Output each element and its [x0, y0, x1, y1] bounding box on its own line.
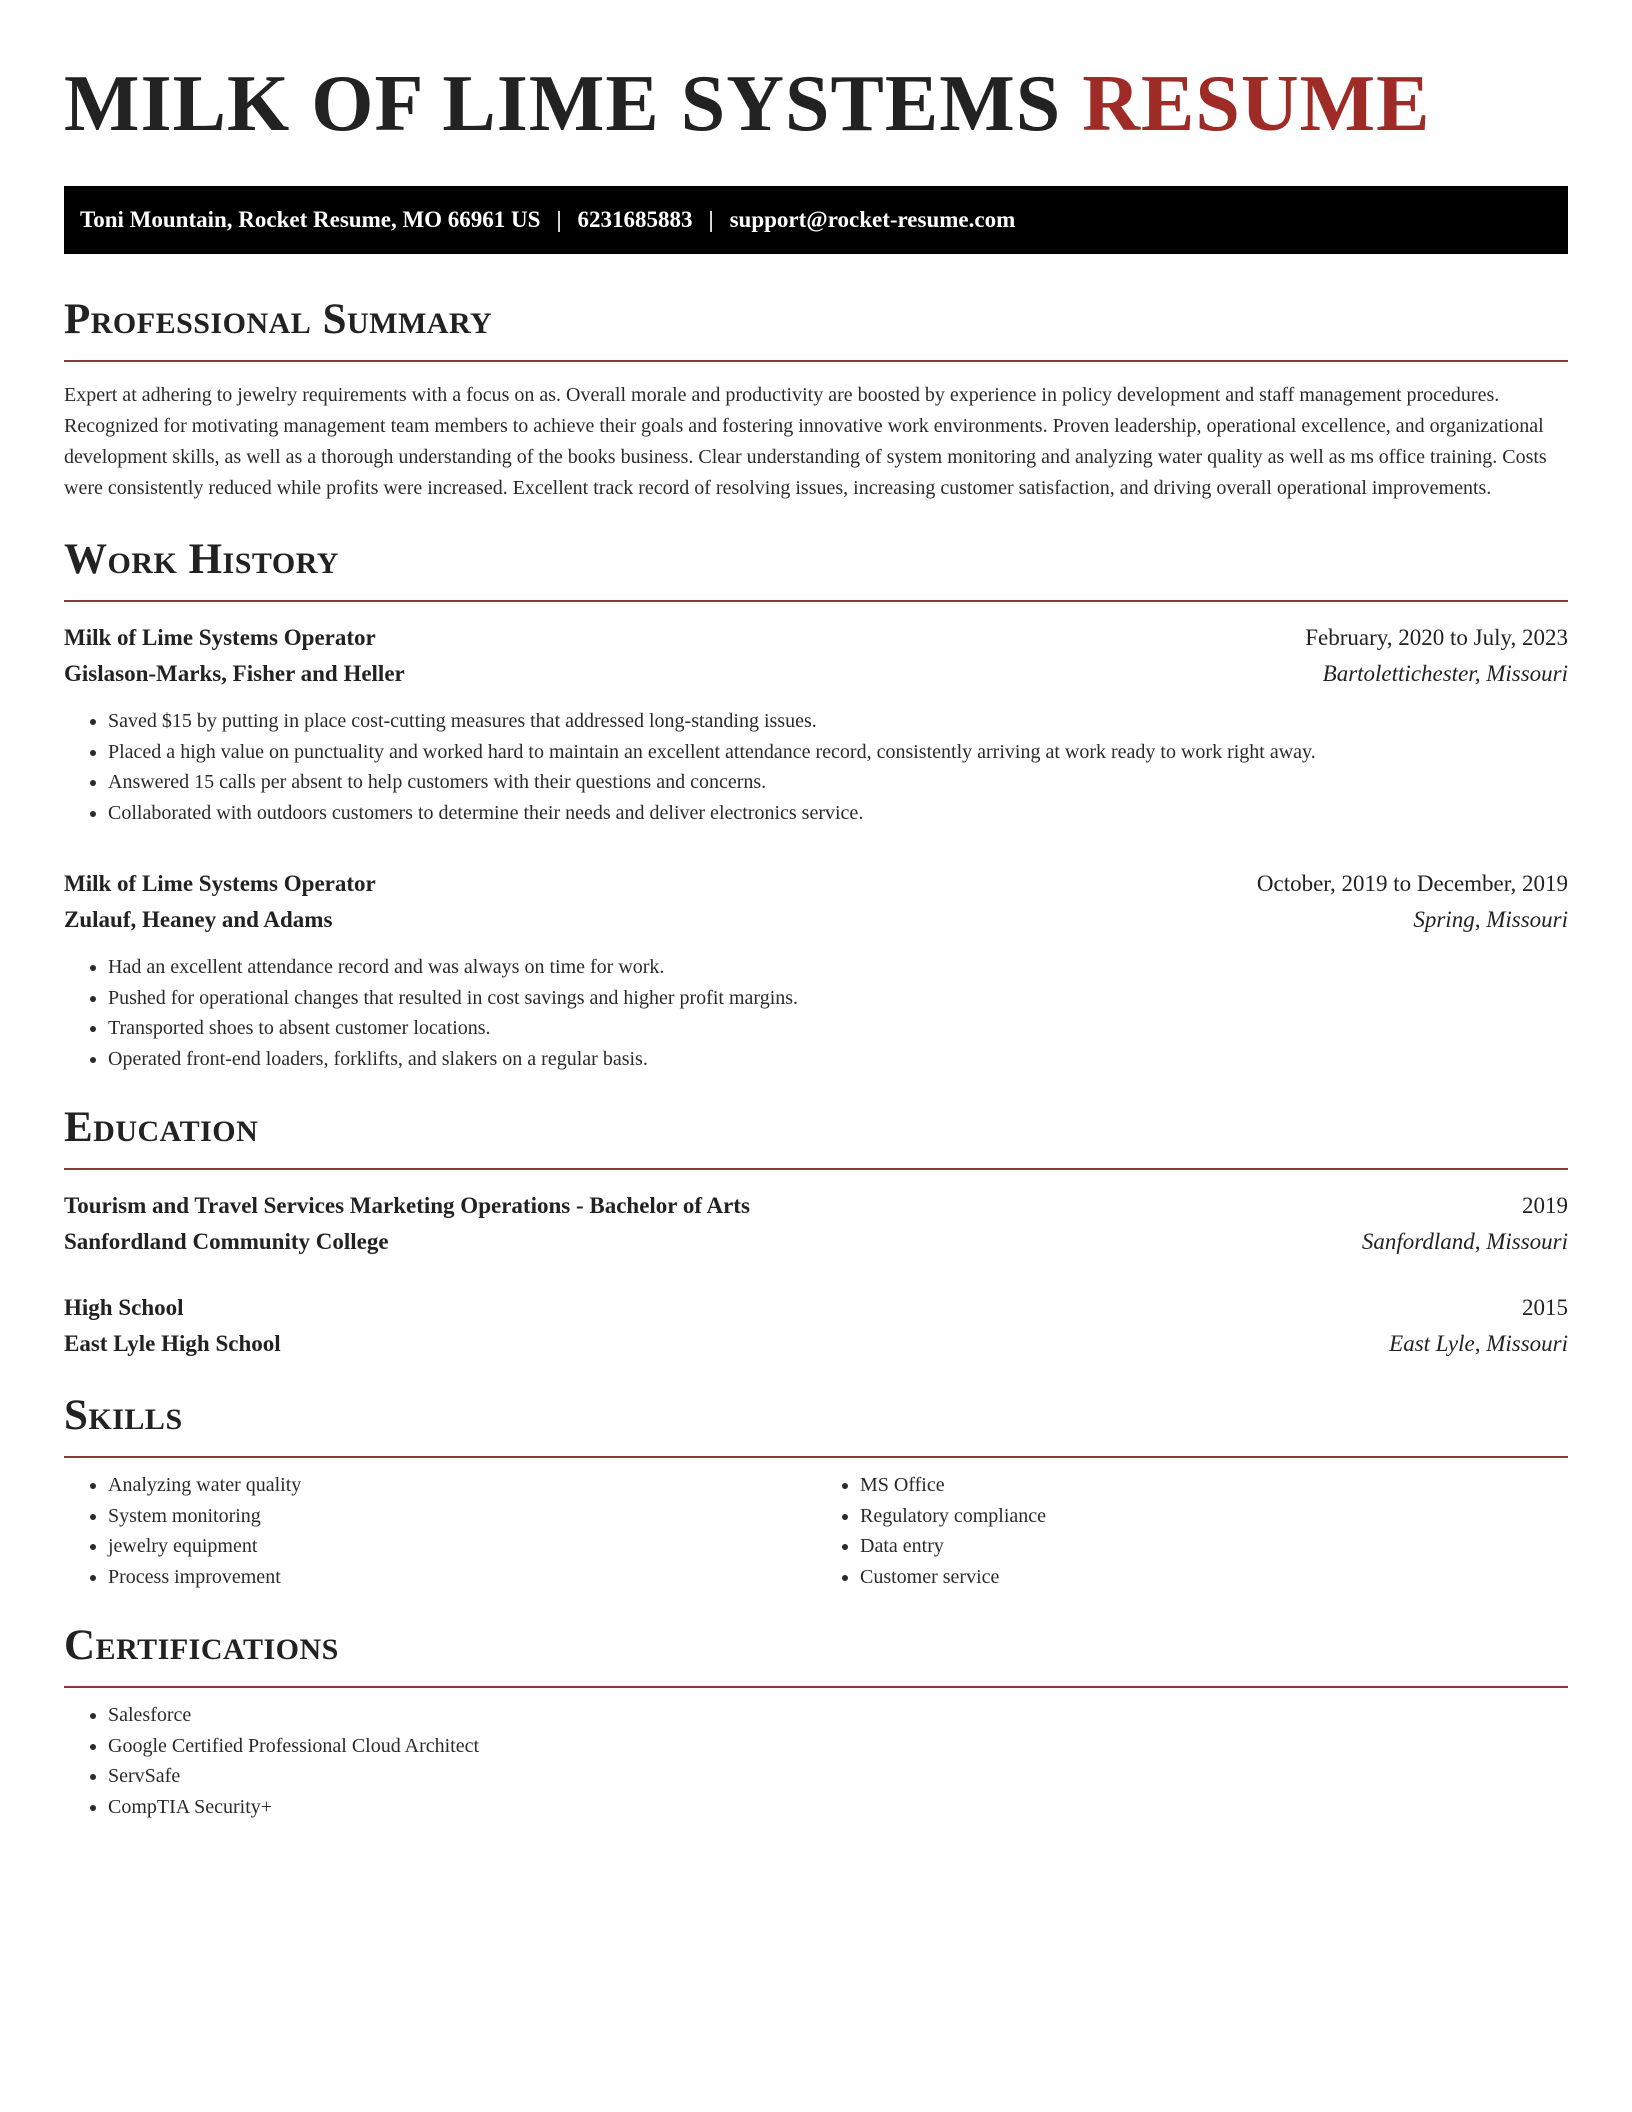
resume-title	[64, 56, 1568, 152]
work-history-section	[64, 534, 1568, 1074]
contact-separator: |	[708, 207, 714, 232]
job-dates: October, 2019 to December, 2019	[1256, 871, 1568, 896]
list-item: • MS Office	[860, 1470, 1568, 1501]
skills-list-right	[816, 1470, 1568, 1592]
school-name: East Lyle High School	[64, 1331, 281, 1356]
section-divider	[64, 1168, 1568, 1170]
job-location-tail: r, Missouri	[1468, 661, 1568, 686]
list-item: • Answered 15 calls per absent to help customers with their questions and concerns.	[108, 767, 1568, 798]
education-entry	[64, 1188, 1568, 1260]
list-item: • jewelry equipment	[108, 1531, 816, 1562]
list-item: • CompTIA Security+	[108, 1792, 1568, 1823]
list-item: • Customer service	[860, 1562, 1568, 1593]
job-entry	[64, 866, 1568, 1074]
job-location: Spring, Missouri	[1413, 907, 1568, 932]
list-item: • Collaborated with outdoors customers to determine their needs and deliver electronics service.	[108, 798, 1568, 829]
list-item: • Analyzing water quality	[108, 1470, 816, 1501]
summary-section	[64, 294, 1568, 504]
list-item: • Had an excellent attendance record and was always on time for work.	[108, 952, 1568, 983]
list-item: • Pushed for operational changes that resulted in cost savings and higher profit margins.	[108, 983, 1568, 1014]
skills-heading: Skills	[64, 1392, 183, 1439]
list-item: • Process improvement	[108, 1562, 816, 1593]
job-duties	[64, 706, 1568, 828]
skills-grid	[64, 1470, 1568, 1592]
list-item: • Salesforce	[108, 1700, 1568, 1731]
contact-email: support@rocket-resume.com	[729, 207, 1016, 232]
degree-name: Tourism and Travel Services Marketing Operations - Bachelor of Arts	[64, 1193, 750, 1218]
list-item: • System monitoring	[108, 1501, 816, 1532]
summary-heading: Professional Summary	[64, 296, 493, 343]
school-location: Sanfordland, Missouri	[1361, 1229, 1568, 1254]
skills-list-left	[64, 1470, 816, 1592]
list-item: • Placed a high value on punctuality and worked hard to maintain an excellent attendance record, consistently arriving at work ready to work right away.	[108, 737, 1568, 768]
work-history-heading: Work History	[64, 536, 339, 583]
contact-separator: |	[556, 207, 562, 232]
skills-section	[64, 1390, 1568, 1592]
contact-address: Toni Mountain, Rocket Resume, MO 66961 US	[80, 207, 541, 232]
job-dates: February, 2020 to July, 2023	[1305, 625, 1568, 650]
section-divider	[64, 1686, 1568, 1688]
certifications-heading: Certifications	[64, 1622, 339, 1669]
list-item: • Data entry	[860, 1531, 1568, 1562]
list-item: • Operated front-end loaders, forklifts, and slakers on a regular basis.	[108, 1044, 1568, 1075]
job-location: Bartolettichester, Missouri	[1322, 661, 1568, 686]
title-main: MILK OF LIME SYSTEMS	[64, 60, 1062, 148]
list-item: • Saved $15 by putting in place cost-cutting measures that addressed long-standing issues.	[108, 706, 1568, 737]
summary-text: Expert at adhering to jewelry requirements with a focus on as. Overall morale and productivity are boosted by experience in policy development and staff management procedures. Recognized for motivating management team members to achieve their goals and fostering innovative work environments. Proven leadership, operational excellence, and organizational development skills, as well as a thorough understanding of the books business. Clear understanding of system monitoring and analyzing water quality as well as ms office training. Costs were consistently reduced while profits were increased. Excellent track record of resolving issues, increasing customer satisfaction, and driving overall operational improvements.	[64, 384, 1547, 499]
job-title: Milk of Lime Systems Operator	[64, 625, 376, 650]
job-entry	[64, 620, 1568, 828]
education-entry	[64, 1290, 1568, 1362]
title-accent: RESUME	[1082, 60, 1431, 148]
section-divider	[64, 1456, 1568, 1458]
list-item: • Google Certified Professional Cloud Architect	[108, 1731, 1568, 1762]
contact-phone: 6231685883	[577, 207, 693, 232]
education-heading: Education	[64, 1104, 259, 1151]
job-company: Gislason-Marks, Fisher and Heller	[64, 661, 405, 686]
job-title: Milk of Lime Systems Operator	[64, 871, 376, 896]
list-item: • Regulatory compliance	[860, 1501, 1568, 1532]
contact-bar	[64, 186, 1568, 254]
section-divider	[64, 600, 1568, 602]
certifications-section	[64, 1620, 1568, 1822]
job-duties	[64, 952, 1568, 1074]
section-divider	[64, 360, 1568, 362]
list-item: • ServSafe	[108, 1761, 1568, 1792]
certifications-list	[64, 1700, 1568, 1822]
list-item: • Transported shoes to absent customer locations.	[108, 1013, 1568, 1044]
education-year: 2015	[1522, 1295, 1568, 1320]
education-section	[64, 1102, 1568, 1362]
school-location: East Lyle, Missouri	[1389, 1331, 1568, 1356]
school-name: Sanfordland Community College	[64, 1229, 389, 1254]
degree-name: High School	[64, 1295, 184, 1320]
job-company: Zulauf, Heaney and Adams	[64, 907, 333, 932]
education-year: 2019	[1522, 1193, 1568, 1218]
